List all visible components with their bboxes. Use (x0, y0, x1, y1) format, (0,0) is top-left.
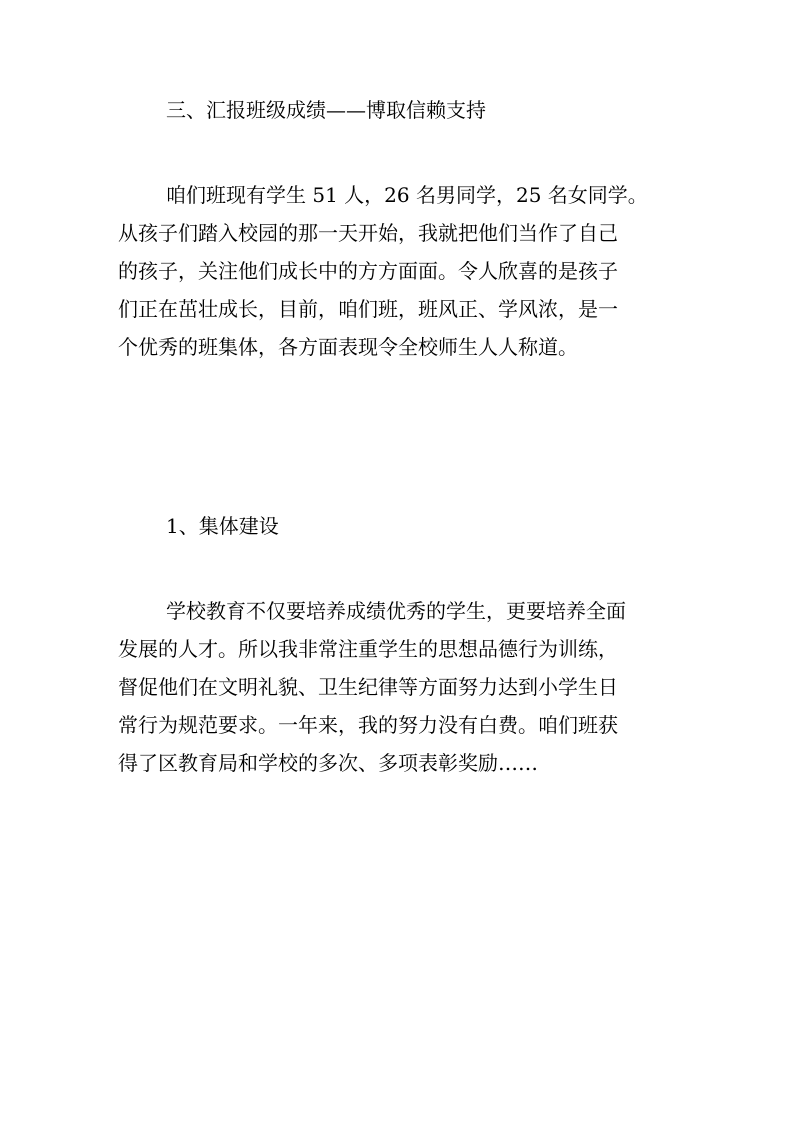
paragraph-line: 个优秀的班集体，各方面表现令全校师生人人称道。 (118, 335, 578, 359)
paragraph-line: 常行为规范要求。一年来，我的努力没有白费。咱们班获 (118, 713, 618, 737)
paragraph-line: 得了区教育局和学校的多次、多项表彰奖励…… (118, 751, 538, 775)
paragraph-line: 学校教育不仅要培养成绩优秀的学生，更要培养全面 (166, 599, 626, 623)
subsection-paragraph (118, 592, 718, 782)
section-paragraph (118, 176, 718, 366)
paragraph-line: 督促他们在文明礼貌、卫生纪律等方面努力达到小学生日 (118, 675, 618, 699)
paragraph-line: 咱们班现有学生 51 人，26 名男同学，25 名女同学。 (166, 183, 648, 207)
section-heading: 三、汇报班级成绩——博取信赖支持 (166, 98, 486, 122)
subsection-heading: 1、集体建设 (166, 514, 279, 538)
paragraph-line: 的孩子，关注他们成长中的方方面面。令人欣喜的是孩子 (118, 259, 618, 283)
paragraph-line: 发展的人才。所以我非常注重学生的思想品德行为训练， (118, 637, 618, 661)
paragraph-line: 从孩子们踏入校园的那一天开始，我就把他们当作了自己 (118, 221, 618, 245)
paragraph-line: 们正在茁壮成长，目前，咱们班，班风正、学风浓，是一 (118, 297, 618, 321)
